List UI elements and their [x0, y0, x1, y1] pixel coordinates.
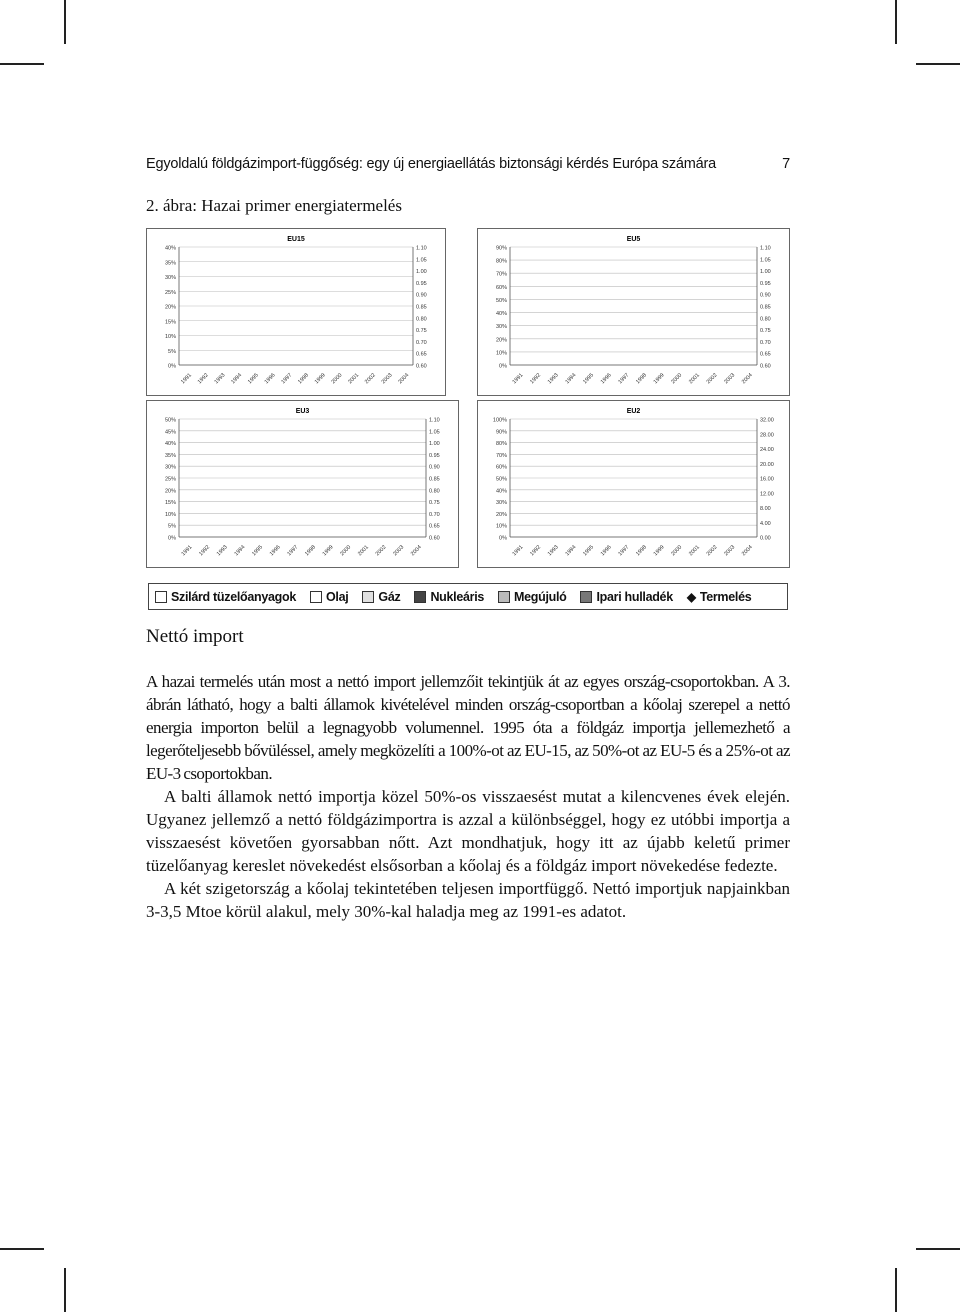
x-tick-label: 1992 — [529, 372, 543, 386]
y-tick-label: 20% — [495, 337, 507, 344]
x-tick-label: 2003 — [392, 544, 406, 558]
y2-tick-label: 0.90 — [429, 464, 440, 471]
figure-caption: 2. ábra: Hazai primer energiatermelés — [146, 196, 402, 215]
y-tick-label: 50% — [495, 476, 507, 483]
running-header — [146, 156, 790, 172]
y2-tick-label: 0.70 — [429, 511, 440, 518]
y-tick-label: 0% — [499, 363, 507, 370]
legend-item-nuclear: Nukleáris — [414, 590, 484, 604]
y2-tick-label: 1.05 — [760, 257, 771, 264]
x-tick-label: 1996 — [599, 544, 613, 558]
y2-tick-label: 0.70 — [416, 339, 427, 346]
y2-tick-label: 24.00 — [760, 447, 774, 453]
x-tick-label: 1998 — [304, 544, 317, 558]
x-tick-label: 1995 — [582, 372, 596, 386]
y2-tick-label: 12.00 — [760, 491, 774, 498]
x-tick-label: 2002 — [363, 372, 377, 386]
crop-mark — [64, 0, 66, 44]
y-tick-label: 50% — [164, 417, 176, 424]
y-tick-label: 10% — [495, 350, 507, 357]
y-tick-label: 0% — [499, 535, 507, 542]
x-tick-label: 2001 — [357, 544, 370, 558]
y-tick-label: 100% — [492, 417, 507, 424]
x-tick-label: 1996 — [268, 544, 282, 558]
y2-tick-label: 1.10 — [429, 417, 440, 424]
x-tick-label: 2000 — [670, 544, 684, 558]
y2-tick-label: 28.00 — [760, 432, 774, 439]
y2-tick-label: 0.90 — [416, 292, 427, 299]
x-tick-label: 1998 — [635, 372, 648, 386]
page-number: 7 — [782, 156, 790, 172]
y2-tick-label: 0.90 — [760, 292, 771, 299]
y-tick-label: 60% — [495, 284, 507, 291]
x-tick-label: 1997 — [617, 544, 631, 558]
y2-tick-label: 0.75 — [760, 328, 771, 335]
x-tick-label: 2002 — [705, 372, 719, 386]
x-tick-label: 1993 — [215, 544, 229, 558]
legend-item-renewable: Megújuló — [498, 590, 566, 604]
x-tick-label: 1992 — [196, 372, 210, 386]
y-tick-label: 45% — [164, 429, 176, 436]
x-tick-label: 2001 — [688, 544, 701, 558]
x-tick-label: 2004 — [409, 544, 423, 558]
y2-tick-label: 0.75 — [429, 500, 440, 507]
x-tick-label: 2003 — [723, 372, 737, 386]
y-tick-label: 60% — [495, 464, 507, 471]
y2-tick-label: 16.00 — [760, 476, 774, 483]
y-tick-label: 40% — [164, 245, 176, 252]
y-tick-label: 40% — [495, 488, 507, 495]
crop-mark — [895, 0, 897, 44]
y-tick-label: 30% — [495, 500, 507, 507]
panel-title: EU2 — [626, 408, 641, 415]
crop-mark — [0, 1248, 44, 1250]
legend-item-production: ◆ Termelés — [686, 589, 752, 604]
paragraph: A balti államok nettó importja közel 50%-os visszaesést mutat a kilencvenes évek elején. Ugyanez jellemző a nettó földgázimportra is azzal a különbséggel, hogy ez utóbbi importja a visszaesést követően gyorsabban nőtt. Azt mondhatjuk, hogy itt az újabb keletű primer tüzelőanyag kereslet növekedést elsősorban a kőolaj és a földgáz import növekedése fedezte. — [146, 787, 790, 875]
panel-title: EU5 — [626, 236, 641, 243]
x-tick-label: 1997 — [286, 544, 300, 558]
y2-tick-label: 0.80 — [416, 316, 427, 323]
x-tick-label: 2001 — [347, 372, 361, 386]
chart-eu3 — [147, 401, 458, 567]
paragraph: A hazai termelés után most a nettó import jellemzőit tekintjük át az egyes ország-csoportokban. A 3. ábrán látható, hogy a balti államok kivételével minden ország-csoportban a kőolaj szerepel a nettó energia importon belül a legnagyobb volumennel. 1995 óta a földgáz importja jellemezhető a legerőteljesebb bővüléssel, amely megközelíti a 100%-ot az EU-15, az 50%-ot az EU-5 és a 25%-ot az EU-3 csoportokban. — [146, 672, 790, 783]
y2-tick-label: 0.65 — [416, 351, 427, 358]
y-tick-label: 30% — [164, 464, 176, 471]
legend-swatch — [310, 591, 322, 603]
panel-title: EU3 — [295, 408, 310, 415]
x-tick-label: 1991 — [180, 372, 194, 386]
y-tick-label: 70% — [495, 271, 507, 278]
y2-tick-label: 0.60 — [760, 363, 771, 370]
x-tick-label: 2004 — [740, 544, 754, 558]
x-tick-label: 1997 — [617, 372, 631, 386]
y2-tick-label: 1.00 — [416, 269, 427, 276]
y-tick-label: 5% — [168, 348, 176, 355]
y-tick-label: 40% — [495, 311, 507, 318]
chart-legend — [148, 583, 788, 610]
y2-tick-label: 1.00 — [429, 441, 440, 448]
y2-tick-label: 1.10 — [760, 245, 771, 252]
y2-tick-label: 1.05 — [416, 257, 427, 264]
x-tick-label: 1996 — [599, 372, 613, 386]
x-tick-label: 1995 — [251, 544, 265, 558]
x-tick-label: 2004 — [740, 372, 754, 386]
legend-swatch — [580, 591, 592, 603]
y2-tick-label: 0.75 — [416, 328, 427, 335]
x-tick-label: 1994 — [564, 372, 578, 386]
x-tick-label: 1995 — [246, 372, 260, 386]
x-tick-label: 1994 — [230, 372, 244, 386]
y2-tick-label: 0.85 — [429, 476, 440, 483]
running-title: Egyoldalú földgázimport-függőség: egy új energiaellátás biztonsági kérdés Európa számára — [146, 156, 716, 172]
x-tick-label: 1991 — [511, 544, 525, 558]
x-tick-label: 1993 — [546, 372, 560, 386]
y2-tick-label: 0.60 — [416, 363, 427, 370]
body-text — [146, 670, 790, 923]
paragraph: A két szigetország a kőolaj tekintetében teljesen importfüggő. Nettó importjuk napjainkban 3-3,5 Mtoe körül alakul, mely 30%-kal haladja meg az 1991-es adatot. — [146, 879, 790, 921]
chart-eu5 — [478, 229, 789, 395]
legend-swatch — [155, 591, 167, 603]
y-tick-label: 40% — [164, 441, 176, 448]
y-tick-label: 80% — [495, 258, 507, 265]
crop-mark — [895, 1268, 897, 1312]
x-tick-label: 1992 — [529, 544, 543, 558]
x-tick-label: 2002 — [374, 544, 388, 558]
y-tick-label: 35% — [164, 260, 176, 267]
y2-tick-label: 0.00 — [760, 535, 771, 542]
y-tick-label: 10% — [164, 334, 176, 340]
y2-tick-label: 0.80 — [429, 488, 440, 495]
x-tick-label: 1991 — [511, 372, 525, 386]
y-tick-label: 30% — [164, 275, 176, 281]
crop-mark — [916, 63, 960, 65]
chart-eu2 — [478, 401, 789, 567]
chart-panel-eu15 — [146, 228, 446, 396]
x-tick-label: 1999 — [321, 544, 335, 558]
x-tick-label: 1997 — [280, 372, 294, 386]
y-tick-label: 80% — [495, 441, 507, 448]
y-tick-label: 20% — [164, 488, 176, 495]
y2-tick-label: 20.00 — [760, 461, 774, 468]
y-tick-label: 10% — [495, 523, 507, 530]
y-tick-label: 0% — [168, 363, 176, 370]
chart-eu15 — [147, 229, 445, 395]
x-tick-label: 1993 — [546, 544, 560, 558]
legend-item-gas: Gáz — [362, 590, 400, 604]
x-tick-label: 2003 — [723, 544, 737, 558]
y2-tick-label: 8.00 — [760, 506, 771, 512]
y2-tick-label: 1.10 — [416, 245, 427, 252]
y2-tick-label: 0.85 — [760, 304, 771, 311]
y-tick-label: 10% — [164, 511, 176, 518]
y2-tick-label: 0.60 — [429, 535, 440, 542]
section-heading: Nettó import — [146, 626, 244, 647]
legend-swatch — [414, 591, 426, 603]
x-tick-label: 1995 — [582, 544, 596, 558]
chart-panel-eu5 — [477, 228, 790, 396]
crop-mark — [916, 1248, 960, 1250]
x-tick-label: 1993 — [213, 372, 227, 386]
x-tick-label: 2003 — [380, 372, 394, 386]
y-tick-label: 5% — [168, 523, 176, 530]
y2-tick-label: 1.05 — [429, 429, 440, 436]
y-tick-label: 30% — [495, 324, 507, 331]
x-tick-label: 2001 — [688, 372, 701, 386]
y-tick-label: 25% — [164, 476, 176, 483]
x-tick-label: 2004 — [397, 372, 411, 386]
x-tick-label: 1999 — [652, 372, 666, 386]
y-tick-label: 0% — [168, 535, 176, 542]
x-tick-label: 1992 — [198, 544, 212, 558]
y-tick-label: 35% — [164, 452, 176, 459]
y-tick-label: 70% — [495, 452, 507, 459]
x-tick-label: 2000 — [330, 372, 344, 386]
y-tick-label: 25% — [164, 289, 176, 296]
legend-item-solid-fuels: Szilárd tüzelőanyagok — [155, 590, 296, 604]
x-tick-label: 1998 — [635, 544, 648, 558]
chart-panel-eu2 — [477, 400, 790, 568]
x-tick-label: 1999 — [652, 544, 666, 558]
x-tick-label: 1996 — [263, 372, 277, 386]
crop-mark — [64, 1268, 66, 1312]
y-tick-label: 90% — [495, 429, 507, 436]
y-tick-label: 20% — [164, 304, 176, 311]
y2-tick-label: 4.00 — [760, 520, 771, 527]
y2-tick-label: 32.00 — [760, 417, 774, 424]
legend-swatch — [362, 591, 374, 603]
x-tick-label: 2000 — [339, 544, 353, 558]
y-tick-label: 90% — [495, 245, 507, 252]
diamond-icon: ◆ — [686, 589, 696, 604]
legend-swatch — [498, 591, 510, 603]
x-tick-label: 1998 — [297, 372, 311, 386]
y2-tick-label: 0.65 — [429, 523, 440, 530]
y-tick-label: 50% — [495, 297, 507, 304]
y2-tick-label: 0.70 — [760, 339, 771, 346]
y2-tick-label: 1.00 — [760, 269, 771, 276]
y2-tick-label: 0.95 — [760, 280, 771, 287]
x-tick-label: 1991 — [180, 544, 194, 558]
y2-tick-label: 0.65 — [760, 351, 771, 358]
legend-item-industrial-waste: Ipari hulladék — [580, 590, 672, 604]
y2-tick-label: 0.80 — [760, 316, 771, 323]
figure — [146, 228, 790, 612]
legend-item-oil: Olaj — [310, 590, 348, 604]
x-tick-label: 2002 — [705, 544, 719, 558]
x-tick-label: 1994 — [564, 544, 578, 558]
crop-mark — [0, 63, 44, 65]
y2-tick-label: 0.85 — [416, 304, 427, 311]
y2-tick-label: 0.95 — [429, 452, 440, 459]
panel-title: EU15 — [287, 236, 305, 243]
x-tick-label: 2000 — [670, 372, 684, 386]
y-tick-label: 20% — [495, 511, 507, 518]
x-tick-label: 1994 — [233, 544, 247, 558]
y-tick-label: 15% — [164, 500, 176, 507]
y-tick-label: 15% — [164, 319, 176, 326]
y2-tick-label: 0.95 — [416, 280, 427, 287]
chart-panel-eu3 — [146, 400, 459, 568]
x-tick-label: 1999 — [313, 372, 327, 386]
